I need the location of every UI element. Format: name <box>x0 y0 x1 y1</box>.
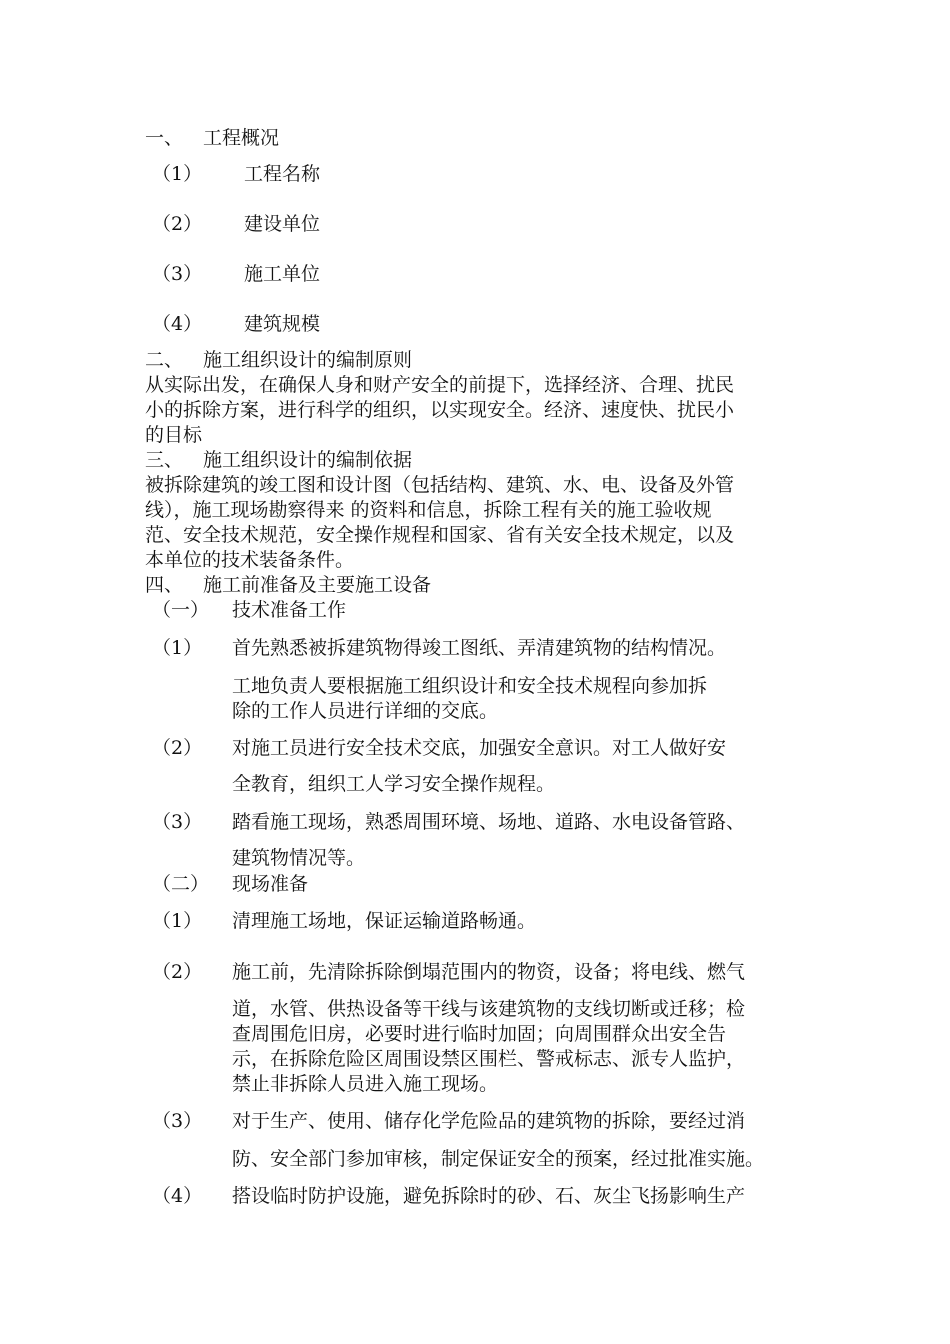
subsection-heading: 现场准备 <box>232 873 309 895</box>
section-heading: 工程概况 <box>203 127 280 149</box>
item-text: 搭设临时防护设施，避免拆除时的砂、石、灰尘飞扬影响生产 <box>232 1185 746 1207</box>
item-text: 工地负责人要根据施工组织设计和安全技术规程向参加拆 <box>232 675 708 697</box>
item-text: 首先熟悉被拆建筑物得竣工图纸、弄清建筑物的结构情况。 <box>232 637 727 659</box>
item-number: （2） <box>152 961 203 983</box>
item-text: 全教育，组织工人学习安全操作规程。 <box>232 773 556 795</box>
item-text: 对于生产、使用、储存化学危险品的建筑物的拆除，要经过消 <box>232 1110 746 1132</box>
item-number: （1） <box>152 910 203 932</box>
item-text: 施工前，先清除拆除倒塌范围内的物资，设备；将电线、燃气 <box>232 961 746 983</box>
item-number: （4） <box>152 1185 203 1207</box>
section-number: 二、 <box>145 349 184 371</box>
item-text: 除的工作人员进行详细的交底。 <box>232 700 499 722</box>
section-number: 四、 <box>145 574 184 596</box>
item-text: 建设单位 <box>244 213 321 235</box>
item-text: 对施工员进行安全技术交底，加强安全意识。对工人做好安 <box>232 737 727 759</box>
item-number: （3） <box>152 263 203 285</box>
paragraph-line: 被拆除建筑的竣工图和设计图（包括结构、建筑、水、电、设备及外管 <box>145 474 735 496</box>
section-number: 一、 <box>145 127 184 149</box>
paragraph-line: 小的拆除方案，进行科学的组织，以实现安全。经济、速度快、扰民小 <box>145 399 735 421</box>
subsection-heading: 技术准备工作 <box>232 599 347 621</box>
paragraph-line: 本单位的技术装备条件。 <box>145 549 355 571</box>
paragraph-line: 的目标 <box>145 424 203 446</box>
item-text: 建筑规模 <box>244 313 321 335</box>
section-number: 三、 <box>145 449 184 471</box>
paragraph-line: 从实际出发，在确保人身和财产安全的前提下，选择经济、合理、扰民 <box>145 374 735 396</box>
item-number: （3） <box>152 1110 203 1132</box>
section-heading: 施工组织设计的编制原则 <box>203 349 413 371</box>
item-text: 道，水管、供热设备等干线与该建筑物的支线切断或迁移；检 <box>232 998 746 1020</box>
item-text: 施工单位 <box>244 263 321 285</box>
section-heading: 施工前准备及主要施工设备 <box>203 574 432 596</box>
item-number: （2） <box>152 737 203 759</box>
item-text: 工程名称 <box>244 163 321 185</box>
item-text: 示，在拆除危险区周围设禁区围栏、警戒标志、派专人监护， <box>232 1048 746 1070</box>
item-number: （2） <box>152 213 203 235</box>
item-text: 禁止非拆除人员进入施工现场。 <box>232 1073 499 1095</box>
item-number: （1） <box>152 637 203 659</box>
item-text: 建筑物情况等。 <box>232 847 366 869</box>
item-number: （4） <box>152 313 203 335</box>
item-text: 查周围危旧房，必要时进行临时加固；向周围群众出安全告 <box>232 1023 727 1045</box>
item-text: 防、安全部门参加审核，制定保证安全的预案，经过批准实施。 <box>232 1148 765 1170</box>
item-number: （1） <box>152 163 203 185</box>
item-number: （3） <box>152 811 203 833</box>
subsection-number: （二） <box>152 873 210 895</box>
paragraph-line: 线），施工现场勘察得来 的资料和信息，拆除工程有关的施工验收规 <box>145 499 712 521</box>
paragraph-line: 范、安全技术规范，安全操作规程和国家、省有关安全技术规定，以及 <box>145 524 735 546</box>
item-text: 踏看施工现场，熟悉周围环境、场地、道路、水电设备管路、 <box>232 811 746 833</box>
subsection-number: （一） <box>152 599 210 621</box>
section-heading: 施工组织设计的编制依据 <box>203 449 413 471</box>
item-text: 清理施工场地，保证运输道路畅通。 <box>232 910 537 932</box>
